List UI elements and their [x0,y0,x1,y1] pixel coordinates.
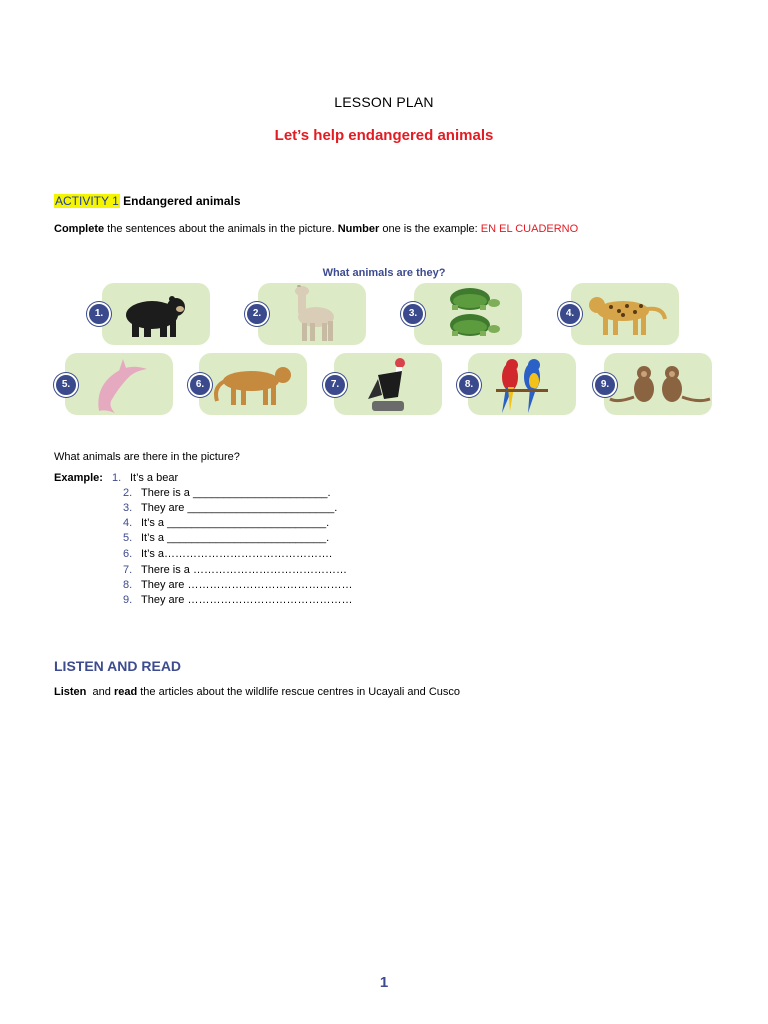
item-text: It’s a bear [130,472,179,484]
animal-card-7 [334,353,442,415]
activity-label: ACTIVITY 1 [55,194,119,208]
item-number: 7. [123,564,133,576]
monkeys-icon [608,363,712,409]
condor-icon [364,355,414,413]
item-number: 1. [112,472,122,484]
number-badge-1: 1. [87,302,111,326]
item-text: There is a ______________________. [141,487,331,499]
item-number: 3. [123,502,133,514]
instruction-keyword-complete: Complete [54,223,105,235]
animal-card-1 [102,283,210,345]
page-title: LESSON PLAN [334,94,434,110]
item-number: 5. [123,532,133,544]
item-text: It’s a………………………………………. [141,548,333,560]
animal-card-8 [468,353,576,415]
number-badge-6: 6. [188,373,212,397]
figure-caption: What animals are they? [322,267,446,279]
instruction-note: EN EL CUADERNO [480,223,579,235]
instruction-part: the sentences about the animals in the picture. [104,223,338,235]
number-badge-2: 2. [245,302,269,326]
example-label: Example: [54,472,103,484]
item-number: 9. [123,594,133,606]
page-number: 1 [379,974,389,991]
page-subtitle: Let’s help endangered animals [274,127,494,144]
question-text: What animals are there in the picture? [54,451,240,463]
item-text: They are ________________________. [141,502,338,514]
activity-name: Endangered animals [123,194,241,208]
parrots-icon [492,355,552,415]
listen-part: the articles about the wildlife rescue centres in Ucayali and Cusco [137,686,461,698]
item-number: 4. [123,517,133,529]
animal-card-9 [604,353,712,415]
number-badge-8: 8. [457,373,481,397]
jaguar-icon [585,289,669,339]
instruction-keyword-number: Number [337,223,380,235]
read-keyword: read [113,686,138,698]
item-number: 2. [123,487,133,499]
number-badge-7: 7. [323,373,347,397]
item-text: They are ……………………………………… [141,594,353,606]
listen-instruction [54,686,460,698]
animal-card-2 [258,283,366,345]
dolphin-icon [89,357,149,415]
item-text: They are ……………………………………… [141,579,353,591]
listen-part: and [86,686,114,698]
item-number: 8. [123,579,133,591]
number-badge-5: 5. [54,373,78,397]
item-text: There is a …………………………………… [141,564,347,576]
animal-card-5 [65,353,173,415]
instruction-part: one is the example: [379,223,481,235]
number-badge-9: 9. [593,373,617,397]
puma-icon [211,361,295,409]
instruction-text [54,223,578,235]
activity-heading [54,194,241,208]
turtles-icon [438,285,504,343]
number-badge-4: 4. [558,302,582,326]
bear-icon [122,289,188,339]
listen-keyword: Listen [54,686,87,698]
animal-card-6 [199,353,307,415]
item-text: It’s a __________________________. [141,517,330,529]
llama-icon [288,285,338,343]
listen-heading: LISTEN AND READ [54,658,182,674]
item-number: 6. [123,548,133,560]
animal-card-3 [414,283,522,345]
item-text: It’s a __________________________. [141,532,330,544]
animal-card-4 [571,283,679,345]
number-badge-3: 3. [401,302,425,326]
